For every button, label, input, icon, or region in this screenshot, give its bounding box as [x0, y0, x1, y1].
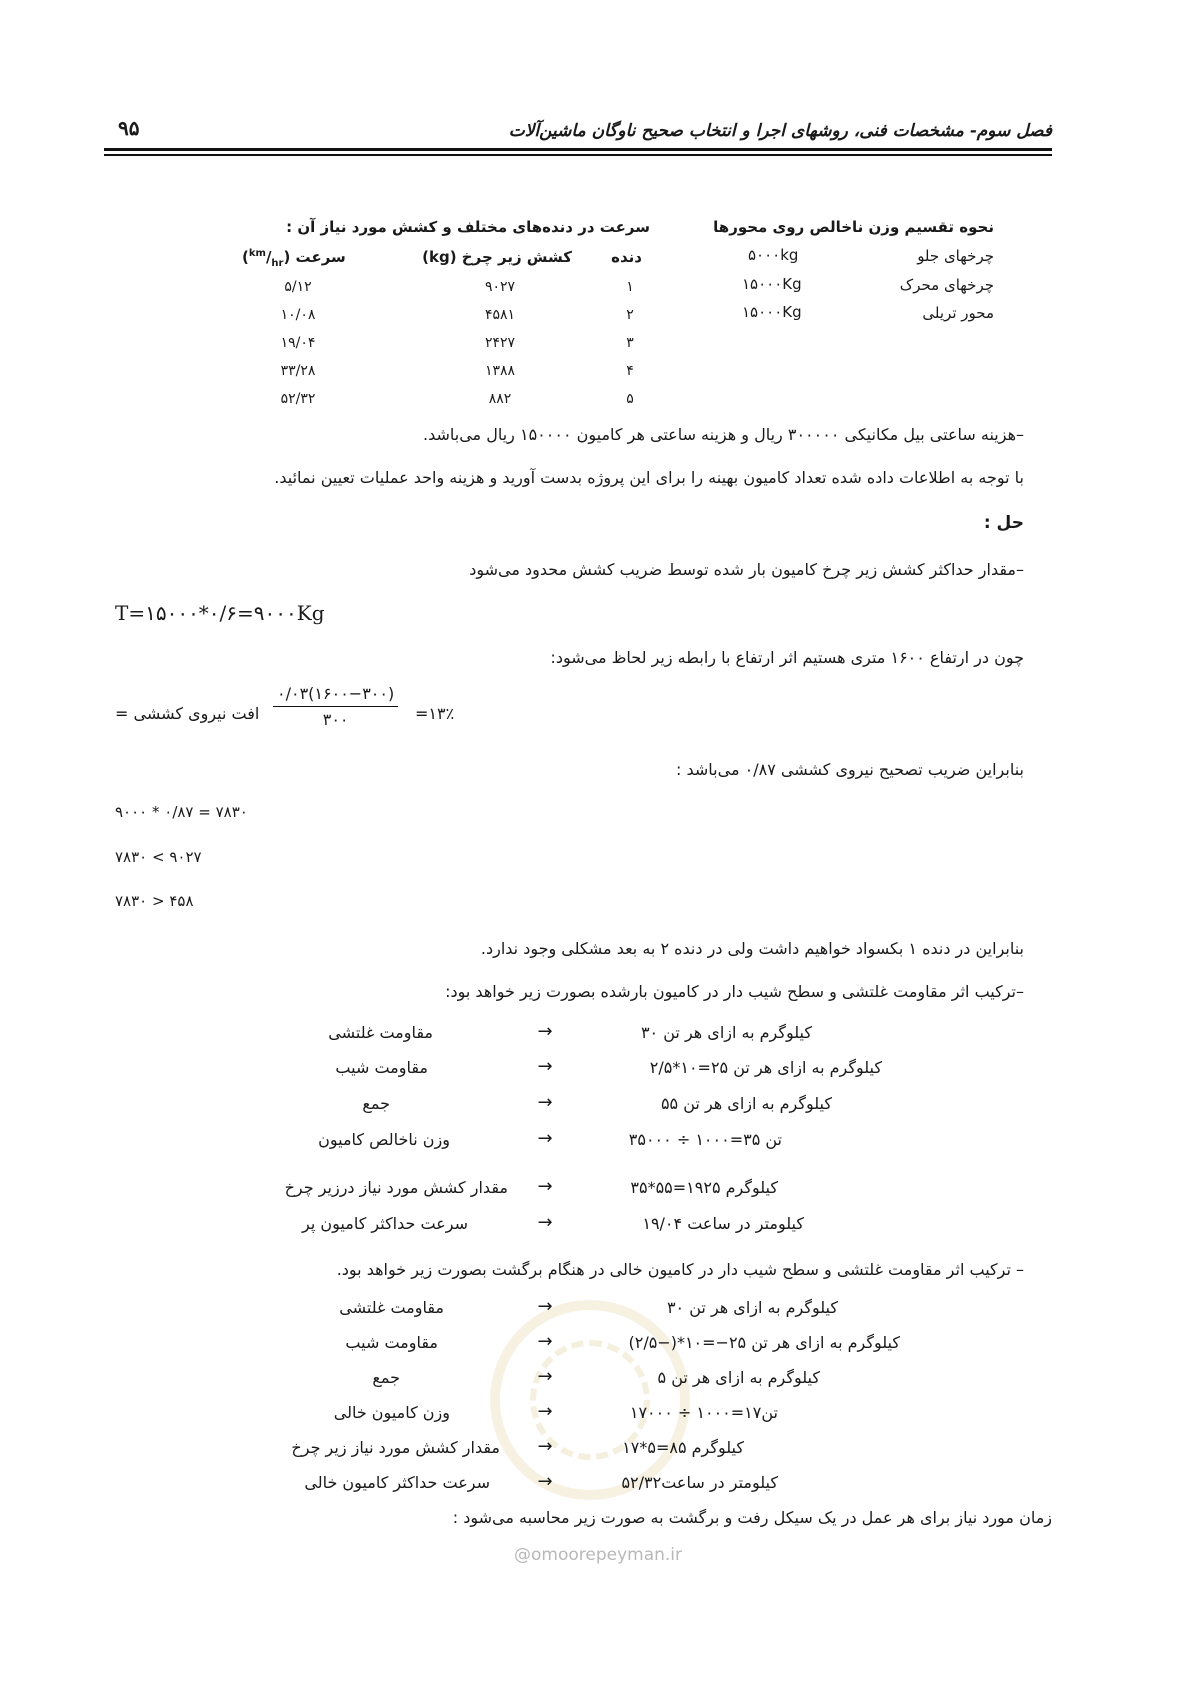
arrow-icon: → [537, 1296, 553, 1317]
empty-value: کیلوگرم به ازای هر تن ۵ [657, 1368, 820, 1387]
paragraph-loaded: –ترکیب اثر مقاومت غلتشی و سطح شیب دار در کامیون بارشده بصورت زیر خواهد بود: [445, 982, 1024, 1001]
paragraph-traction: –مقدار حداکثر کشش زیر چرخ کامیون بار شده توسط ضریب کشش محدود می‌شود [469, 560, 1024, 579]
empty-label: وزن کامیون خالی [333, 1403, 450, 1422]
eq-result: =۱۳٪ [415, 704, 455, 723]
arrow-icon: → [537, 1331, 553, 1352]
axle-row-value: ۵۰۰۰kg [748, 246, 799, 264]
axle-row-value: ۱۵۰۰۰Kg [742, 275, 802, 293]
gear-table-title: سرعت در دنده‌های مختلف و کشش مورد نیاز آن : [286, 218, 650, 236]
watermark-text: @omoorepeyman.ir [513, 1545, 683, 1565]
empty-value: کیلوگرم ۸۵=۵*۱۷ [622, 1438, 744, 1457]
axle-table-title: نحوه تقسیم وزن ناخالص روی محورها [713, 218, 994, 236]
header-rule-thin [104, 154, 1052, 156]
empty-label: مقاومت شیب [345, 1333, 438, 1352]
equation-altitude-loss [115, 684, 495, 754]
chapter-title: فصل سوم- مشخصات فنی، روشهای اجرا و انتخاب صحیح ناوگان ماشین‌آلات [508, 121, 1052, 141]
empty-label: مقاومت غلتشی [339, 1298, 444, 1317]
equation-traction: T=۱۵۰۰۰*۰/۶=۹۰۰۰Kg [115, 601, 325, 625]
loaded-label: مقدار کشش مورد نیاز درزیر چرخ [284, 1178, 508, 1197]
gear-cell: ۲ [626, 307, 634, 323]
arrow-icon: → [537, 1212, 553, 1233]
loaded-value: کیلوگرم به ازای هر تن ۵۵ [660, 1094, 832, 1113]
question-line: با توجه به اطلاعات داده شده تعداد کامیون بهینه را برای این پروژه بدست آورید و هزینه واحد عملیات تعیین نمائید. [274, 468, 1024, 487]
paragraph-slip: بنابراین در دنده ۱ بکسواد خواهیم داشت ولی در دنده ۲ به بعد مشکلی وجود ندارد. [480, 939, 1024, 958]
gear-cell: ۴ [626, 363, 634, 379]
eq-numerator: ۰/۰۳(۱۶۰۰−۳۰۰) [273, 684, 398, 707]
loaded-value: کیلوگرم به ازای هر تن ۳۰ [640, 1023, 812, 1042]
speed-cell: ۵۲/۳۲ [280, 391, 316, 407]
paragraph-correction: بنابراین ضریب تصحیح نیروی کششی ۰/۸۷ می‌باشد : [676, 760, 1024, 779]
loaded-value: کیلومتر در ساعت ۱۹/۰۴ [642, 1214, 804, 1233]
empty-label: جمع [372, 1368, 400, 1387]
speed-unit-den: hr [271, 258, 284, 269]
eq-denominator: ۳۰۰ [322, 710, 349, 729]
equation-compare-1: ۷۸۳۰ < ۹۰۲۷ [115, 848, 202, 866]
loaded-label: جمع [362, 1094, 390, 1113]
paragraph-empty: – ترکیب اثر مقاومت غلتشی و سطح شیب دار در کامیون خالی در هنگام برگشت بصورت زیر خواهد بود. [336, 1260, 1024, 1279]
speed-unit-num: km [248, 248, 266, 259]
speed-cell: ۱۰/۰۸ [280, 307, 316, 323]
loaded-label: سرعت حداکثر کامیون پر [302, 1214, 468, 1233]
paragraph-cycle-time: زمان مورد نیاز برای هر عمل در یک سیکل رفت و برگشت به صورت زیر محاسبه می‌شود : [452, 1508, 1052, 1527]
paragraph-altitude: چون در ارتفاع ۱۶۰۰ متری هستیم اثر ارتفاع با رابطه زیر لحاظ می‌شود: [550, 648, 1024, 667]
page-number: ۹۵ [118, 116, 140, 140]
pull-cell: ۸۸۲ [488, 391, 512, 407]
empty-value: کیلوگرم به ازای هر تن ۲۵−=۱۰*(−۲/۵) [628, 1333, 900, 1352]
cost-line: –هزینه ساعتی بیل مکانیکی ۳۰۰۰۰۰ ریال و هزینه ساعتی هر کامیون ۱۵۰۰۰۰ ریال می‌باشد. [423, 425, 1024, 444]
pull-cell: ۱۳۸۸ [484, 363, 516, 379]
arrow-icon: → [537, 1436, 553, 1457]
equation-compare-2: ۷۸۳۰ > ۴۵۸ [115, 892, 194, 910]
arrow-icon: → [537, 1176, 553, 1197]
pull-cell: ۹۰۲۷ [484, 279, 516, 295]
speed-label: سرعت ( [283, 248, 346, 266]
axle-row-label: چرخهای جلو [917, 247, 994, 265]
gear-cell: ۱ [626, 279, 634, 295]
arrow-icon: → [537, 1128, 553, 1149]
speed-cell: ۳۳/۲۸ [280, 363, 316, 379]
solution-heading: حل : [983, 513, 1024, 533]
gear-cell: ۵ [626, 391, 634, 407]
arrow-icon: → [537, 1021, 553, 1042]
header-rule [104, 148, 1052, 151]
equation-corrected: ۹۰۰۰ * ۰/۸۷ = ۷۸۳۰ [115, 803, 248, 821]
arrow-icon: → [537, 1471, 553, 1492]
arrow-icon: → [537, 1366, 553, 1387]
speed-cell: ۱۹/۰۴ [280, 335, 316, 351]
gear-cell: ۳ [626, 335, 634, 351]
gear-header-speed: سرعت $(^{km}/_{hr})$ [242, 248, 346, 269]
axle-row-value: ۱۵۰۰۰Kg [742, 303, 802, 321]
arrow-icon: → [537, 1092, 553, 1113]
gear-header-pull: کشش زیر چرخ (kg) [422, 248, 572, 266]
eq-fraction [273, 684, 398, 729]
loaded-label: مقاومت شیب [335, 1058, 428, 1077]
pull-cell: ۴۵۸۱ [484, 307, 516, 323]
loaded-value: کیلوگرم ۱۹۲۵=۵۵*۳۵ [630, 1178, 778, 1197]
arrow-icon: → [537, 1401, 553, 1422]
eq-label: افت نیروی کششی = [115, 704, 260, 723]
loaded-label: مقاومت غلتشی [328, 1023, 433, 1042]
axle-row-label: محور تریلی [922, 304, 994, 322]
empty-value: کیلومتر در ساعت۵۲/۳۲ [621, 1473, 778, 1492]
pull-cell: ۲۴۲۷ [484, 335, 516, 351]
speed-cell: ۵/۱۲ [284, 279, 312, 295]
empty-value: تن۱۷=۱۰۰۰ ÷ ۱۷۰۰۰ [629, 1403, 778, 1422]
arrow-icon: → [537, 1056, 553, 1077]
speed-close: ) [242, 248, 249, 266]
loaded-value: کیلوگرم به ازای هر تن ۲۵=۱۰*۲/۵ [649, 1058, 882, 1077]
empty-value: کیلوگرم به ازای هر تن ۳۰ [666, 1298, 838, 1317]
empty-label: سرعت حداکثر کامیون خالی [304, 1473, 490, 1492]
gear-header-gear: دنده [611, 248, 642, 266]
axle-row-label: چرخهای محرک [899, 276, 994, 294]
loaded-value: تن ۳۵=۱۰۰۰ ÷ ۳۵۰۰۰ [628, 1130, 782, 1149]
empty-label: مقدار کشش مورد نیاز زیر چرخ [291, 1438, 500, 1457]
loaded-label: وزن ناخالص کامیون [318, 1130, 450, 1149]
